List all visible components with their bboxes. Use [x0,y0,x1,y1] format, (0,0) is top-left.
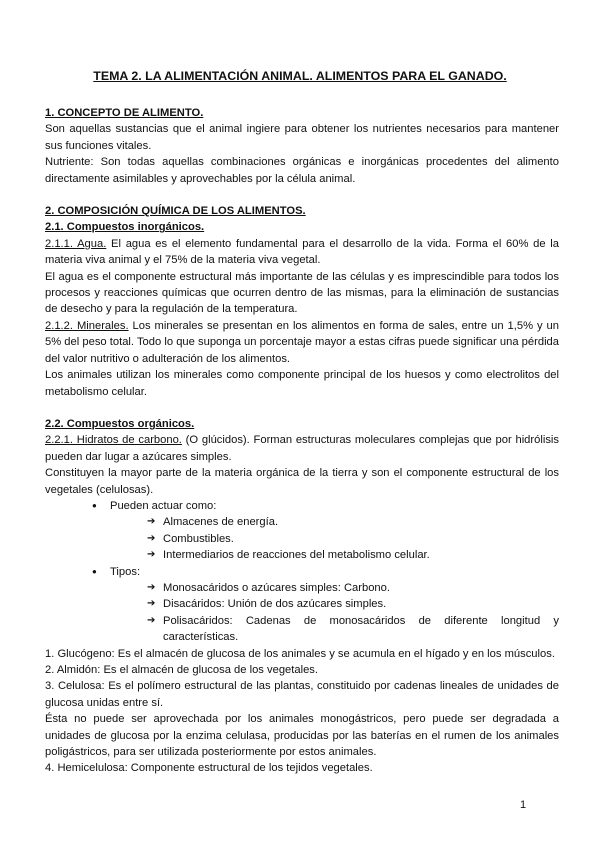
hidratos-text: (O glúcidos). Forman estructuras moleculares complejas que por hidrólisis pueden dar lugar a azúcares simples. [45,434,559,463]
arrow-item: ➔ Polisacáridos: Cadenas de monosacáridos de diferente longitud y características. [147,613,559,646]
paragraph-hidratos-2: Constituyen la mayor parte de la materia orgánica de la tierra y son el componente estructural de los vegetales (celulosas). [45,467,559,496]
agua-label: 2.1.1. Agua. [45,237,107,250]
arrow-item: ➔ Almacenes de energía. [147,514,559,530]
paragraph-celulosa: 3. Celulosa: Es el polímero estructural de las plantas, constituido por cadenas lineales de unidades de glucosa unidas entre sí. [45,680,559,709]
arrow-item: ➔ Disacáridos: Unión de dos azúcares simples. [147,596,559,612]
paragraph-hidratos [45,432,559,465]
page-number: 1 [520,799,527,811]
section-heading-composicion: 2. COMPOSICIÓN QUÍMICA DE LOS ALIMENTOS. [45,205,306,218]
paragraph-agua-2: El agua es el componente estructural más importante de las células y es imprescindible para todos los procesos y reacciones químicas que ocurren dentro de las mismas, para la eliminación de sustancias de desecho y para la regulación de la temperatura. [45,270,559,316]
minerales-text: Los minerales se presentan en los alimentos en forma de sales, entre un 1,5% y un 5% del peso total. Todo lo que suponga un porcentaje mayor a estas cifras puede significar una pérdida del valor nutritivo o adulteración de los alimentos. [45,319,559,365]
paragraph-hemicelulosa: 4. Hemicelulosa: Componente estructural de los tejidos vegetales. [45,762,373,775]
bullet-item [92,564,559,646]
paragraph-nutriente: Nutriente: Son todas aquellas combinaciones orgánicas e inorgánicas procedentes del alimento directamente asimilables y aprovechables por la célula animal. [45,156,559,185]
arrow-item: ➔ Intermediarios de reacciones del metabolismo celular. [147,547,559,563]
bullet-item-label: Tipos: [110,565,141,578]
subsection-heading-organicos: 2.2. Compuestos orgánicos. [45,417,195,430]
bullet-item-label: Pueden actuar como: [110,499,217,512]
arrow-list [110,514,559,563]
section-heading-concepto: 1. CONCEPTO DE ALIMENTO. [45,107,204,119]
minerales-label: 2.1.2. Minerales. [45,319,129,332]
hidratos-label: 2.2.1. Hidratos de carbono. [45,434,182,447]
arrow-list [110,580,559,646]
subsection-heading-inorganicos: 2.1. Compuestos inorgánicos. [45,221,205,234]
bullet-item [92,498,559,564]
document-body [45,105,559,777]
paragraph-definicion-alimento: Son aquellas sustancias que el animal ingiere para obtener los nutrientes necesarios para mantener sus funciones vitales. [45,123,559,152]
paragraph-agua [45,236,559,269]
arrow-item: ➔ Monosacáridos o azúcares simples: Carbono. [147,580,559,596]
paragraph-celulosa-2: Ésta no puede ser aprovechada por los animales monogástricos, pero puede ser degradada a unidades de glucosa por la enzima celulasa, producidas por las baterías en el rumen de los animales poligástricos, para ser utilizada posteriormente por estos animales. [45,713,559,759]
agua-text: El agua es el elemento fundamental para el desarrollo de la vida. Forma el 60% de la materia viva animal y el 75% de la materia viva vegetal. [45,237,559,267]
paragraph-almidon: 2. Almidón: Es el almacén de glucosa de los vegetales. [45,664,319,676]
paragraph-minerales [45,318,559,367]
page-title: TEMA 2. LA ALIMENTACIÓN ANIMAL. ALIMENTOS PARA EL GANADO. [93,69,507,83]
paragraph-minerales-2: Los animales utilizan los minerales como componente principal de los huesos y como electrolitos del metabolismo celular. [45,369,559,398]
paragraph-glucogeno: 1. Glucógeno: Es el almacén de glucosa de los animales y se acumula en el hígado y en los músculos. [45,647,555,660]
arrow-item: ➔ Combustibles. [147,531,559,547]
bullet-list [45,498,559,646]
